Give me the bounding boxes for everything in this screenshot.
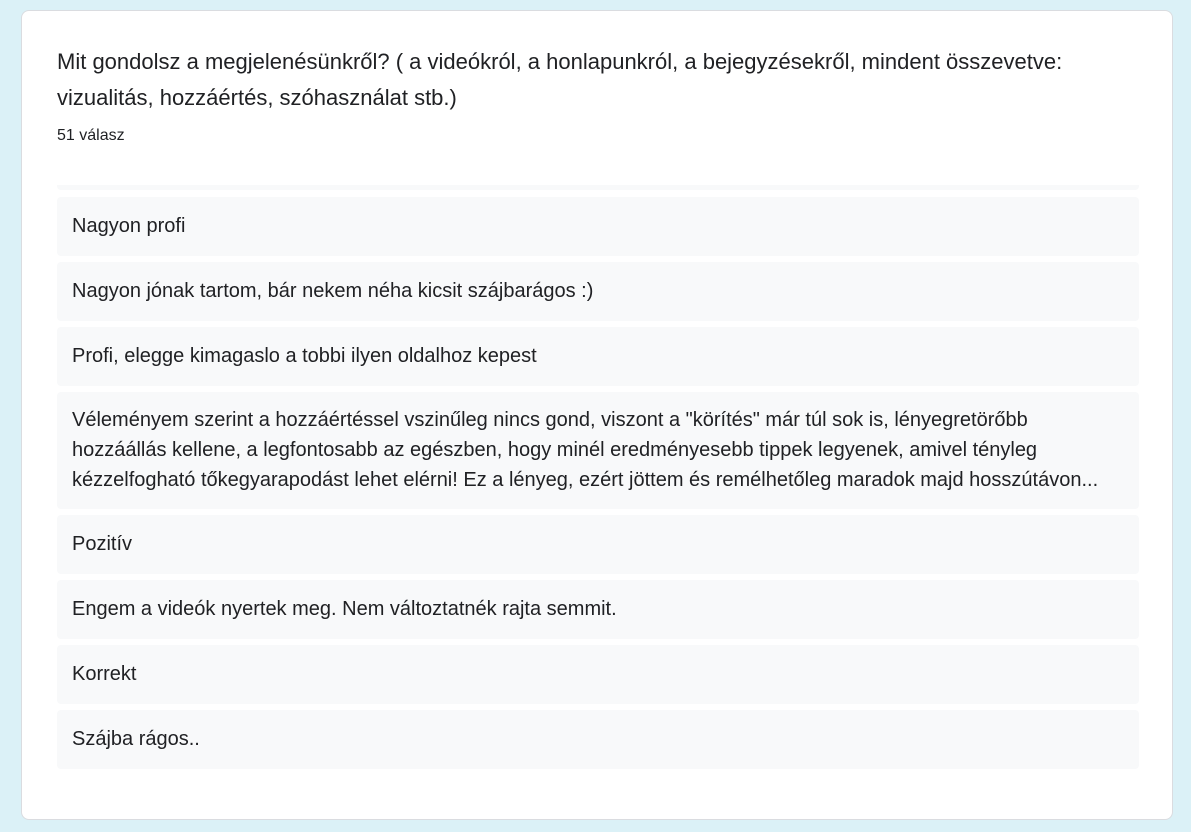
list-item: Véleményem szerint a hozzáértéssel vszinűleg nincs gond, viszont a "körítés" már túl sok is, lényegretörőbb hozzáállás kellene, a legfontosabb az egészben, hogy minél eredményesebb tippek legyenek, amivel tényleg kézzelfogható tőkegyarapodást lehet elérni! Ez a lényeg, ezért jöttem és remélhetőleg maradok majd hosszútávon... (57, 392, 1139, 509)
list-item: Engem a videók nyertek meg. Nem változtatnék rajta semmit. (57, 580, 1139, 639)
response-list[interactable] (57, 185, 1139, 785)
question-title: Mit gondolsz a megjelenésünkről? ( a videókról, a honlapunkról, a bejegyzésekről, mindent összevetve: vizualitás, hozzáértés, szóhasználat stb.) (57, 49, 1063, 110)
list-item: Nagyon jónak tartom, bár nekem néha kicsit szájbarágos :) (57, 262, 1139, 321)
list-item: Korrekt (57, 645, 1139, 704)
response-count: 51 válasz (57, 127, 125, 144)
list-item: Profi, elegge kimagaslo a tobbi ilyen oldalhoz kepest (57, 327, 1139, 386)
list-item-partial (57, 185, 1139, 190)
list-item: Pozitív (57, 515, 1139, 574)
list-item: Nagyon profi (57, 197, 1139, 256)
response-card (21, 10, 1173, 820)
list-item: Szájba rágos.. (57, 710, 1139, 769)
